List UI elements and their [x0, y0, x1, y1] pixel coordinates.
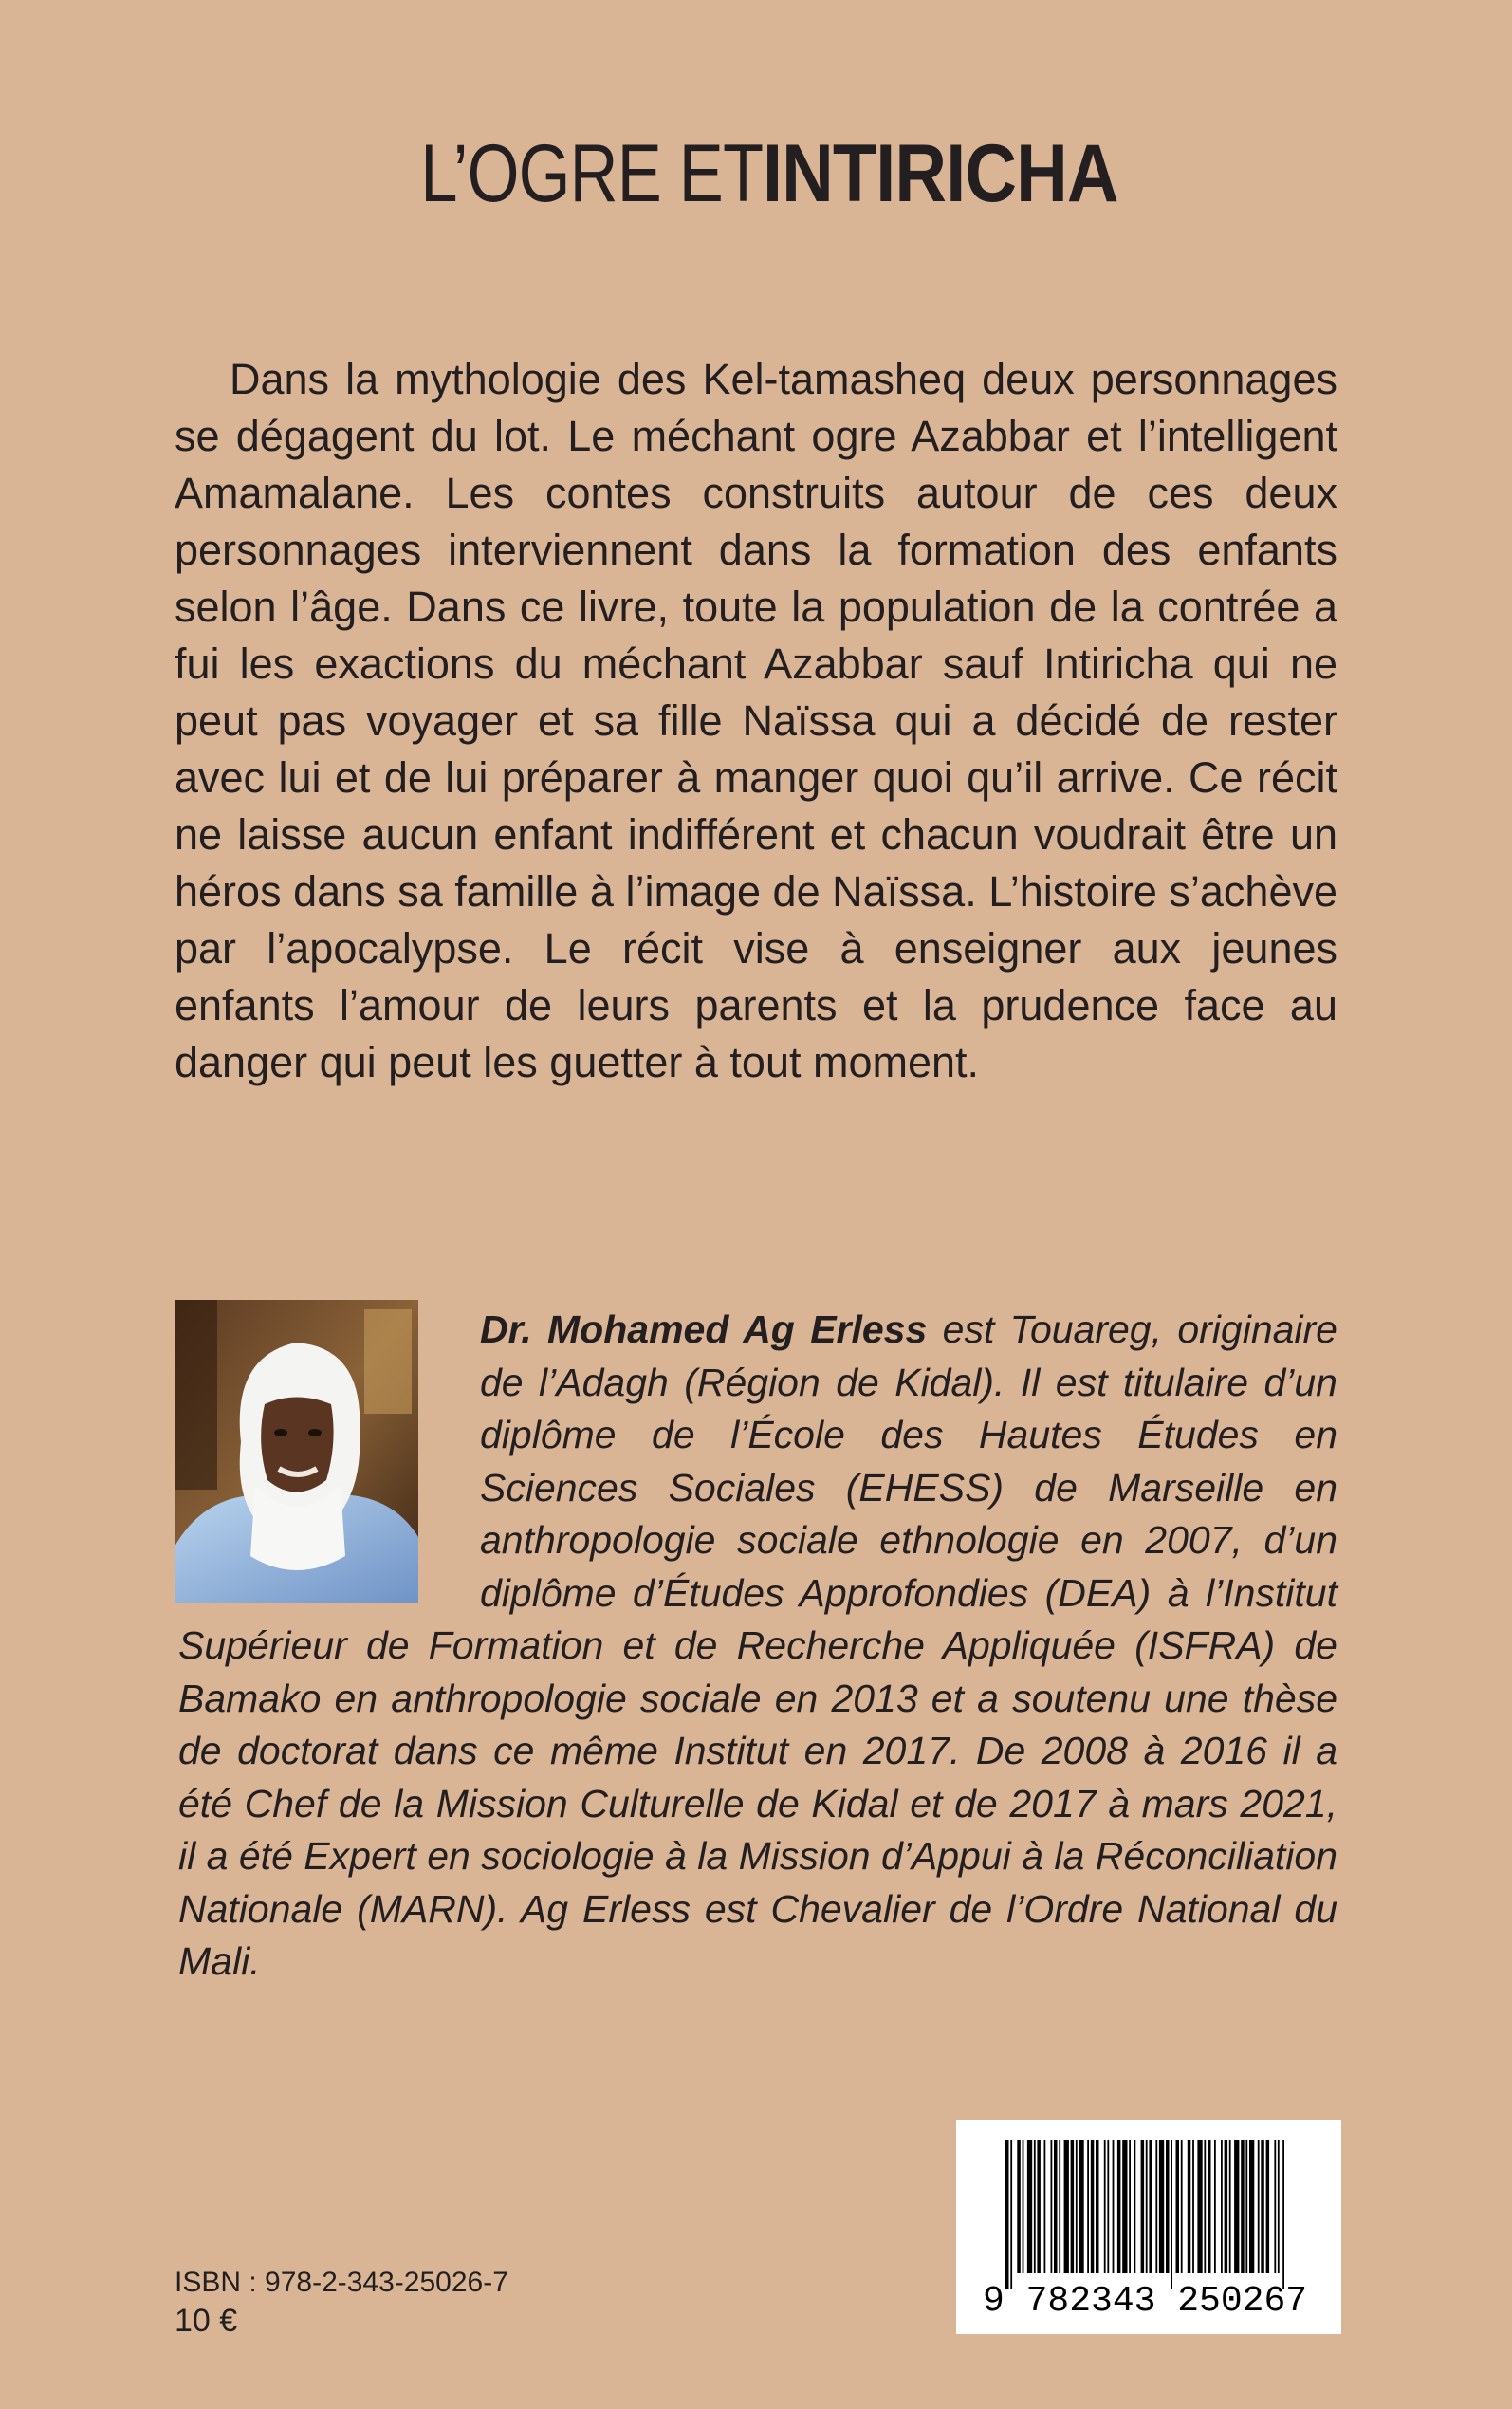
- author-bio: [178, 1304, 1337, 1989]
- barcode-bar: [1059, 2140, 1060, 2273]
- barcode-bar: [1282, 2140, 1284, 2289]
- barcode-bar: [1005, 2140, 1009, 2289]
- barcode-bar: [1204, 2140, 1206, 2273]
- author-name: Dr. Mohamed Ag Erless: [480, 1307, 928, 1351]
- barcode-bar: [1229, 2140, 1231, 2273]
- barcode-bar: [1076, 2140, 1078, 2273]
- barcode-bar: [1225, 2140, 1228, 2273]
- title-part-light: L’OGRE ET: [420, 128, 764, 219]
- title-part-bold: INTIRICHA: [763, 128, 1118, 219]
- barcode-bar: [1234, 2140, 1239, 2273]
- barcode-bar: [1159, 2140, 1164, 2273]
- barcode-bar: [1010, 2140, 1012, 2289]
- barcode-bar: [1117, 2140, 1121, 2273]
- barcode-bar: [1155, 2140, 1157, 2273]
- barcode-bar: [1261, 2140, 1264, 2273]
- barcode-bar: [1176, 2140, 1180, 2273]
- barcode-bar: [1051, 2140, 1053, 2273]
- barcode-bar: [1188, 2140, 1191, 2273]
- barcode-bar: [1249, 2140, 1254, 2273]
- barcode-bar: [1258, 2140, 1260, 2273]
- barcode-bar: [1266, 2140, 1270, 2273]
- barcode-bar: [1054, 2140, 1058, 2273]
- barcode-bar: [1197, 2140, 1202, 2273]
- barcode-bar: [1278, 2140, 1280, 2273]
- barcode-bar: [1208, 2140, 1211, 2273]
- barcode-bar: [1079, 2140, 1083, 2273]
- barcode-bar: [1104, 2140, 1106, 2273]
- barcode-bar: [1149, 2140, 1152, 2273]
- price: 10 €: [175, 2303, 238, 2339]
- barcode-bar: [1134, 2140, 1136, 2273]
- barcode-bar: [1023, 2140, 1024, 2273]
- book-title: [0, 121, 1512, 226]
- barcode-bar: [1221, 2140, 1223, 2273]
- barcode-bar: [1141, 2140, 1145, 2273]
- barcode-bar: [1192, 2140, 1194, 2273]
- barcode-bars: [1005, 2140, 1290, 2289]
- barcode-bar: [1096, 2140, 1099, 2273]
- barcode-bar: [1245, 2140, 1247, 2273]
- barcode-digits: 9 782343 250267: [983, 2281, 1308, 2322]
- barcode-bar: [1071, 2140, 1075, 2273]
- barcode: [956, 2120, 1341, 2334]
- barcode-bar: [1044, 2140, 1046, 2273]
- barcode-bar: [1034, 2140, 1036, 2273]
- barcode-bar: [1166, 2140, 1170, 2273]
- book-summary: Dans la mythologie des Kel-tamasheq deux personnages se dégagent du lot. Le méchant ogre Azabbar et l’intelligent Amamalane. Les contes construits autour de ces deux personnages interviennent dans la formation des enfants selon l’âge. Dans ce livre, toute la population de la contrée a fui les exactions du méchant Azabbar sauf Intiricha qui ne peut pas voyager et sa fille Naïssa qui a décidé de rester avec lui et de lui préparer à manger quoi qu’il arrive. Ce récit ne laisse aucun enfant indifférent et chacun voudrait être un héros dans sa famille à l’image de Naïssa. L’histoire s’achève par l’apocalypse. Le récit vise à enseigner aux jeunes enfants l’amour de leurs parents et la prudence face au danger qui peut les guetter à tout moment.: [175, 355, 1337, 1086]
- isbn: ISBN : 978-2-343-25026-7: [175, 2267, 508, 2298]
- barcode-bar: [1181, 2140, 1183, 2273]
- barcode-bar: [1064, 2140, 1069, 2273]
- barcode-bar: [1171, 2140, 1172, 2289]
- barcode-bar: [1122, 2140, 1127, 2273]
- barcode-bar: [1107, 2140, 1109, 2273]
- barcode-bar: [1091, 2140, 1095, 2273]
- barcode-bar: [1129, 2140, 1131, 2273]
- barcode-bar: [1214, 2140, 1216, 2273]
- barcode-bar: [1037, 2140, 1041, 2273]
- barcode-bar: [1241, 2140, 1245, 2273]
- barcode-bar: [1027, 2140, 1032, 2273]
- photo-spacer: [178, 1304, 480, 1617]
- barcode-bar: [1113, 2140, 1115, 2273]
- barcode-bar: [1146, 2140, 1148, 2273]
- author-bio-text: est Touareg, originaire de l’Adagh (Région de Kidal). Il est titulaire d’un diplôme de l’École des Hautes Études en Sciences Sociales (EHESS) de Marseille en anthropologie sociale ethnologie en 2007, d’un diplôme d’Études Approfondies (DEA) à l’Institut Supérieur de Formation et de Recherche Appliquée (ISFRA) de Bamako en anthropologie sociale en 2013 et a soutenu une thèse de doctorat dans ce même Institut en 2017. De 2008 à 2016 il a été Chef de la Mission Culturelle de Kidal et de 2017 à mars 2021, il a été Expert en sociologie à la Mission d’Appui à la Réconciliation Nationale (MARN). Ag Erless est Chevalier de l’Ordre National du Mali.: [178, 1307, 1337, 1983]
- barcode-bar: [1087, 2140, 1089, 2273]
- barcode-bar: [1017, 2140, 1021, 2273]
- barcode-bar: [1274, 2140, 1276, 2273]
